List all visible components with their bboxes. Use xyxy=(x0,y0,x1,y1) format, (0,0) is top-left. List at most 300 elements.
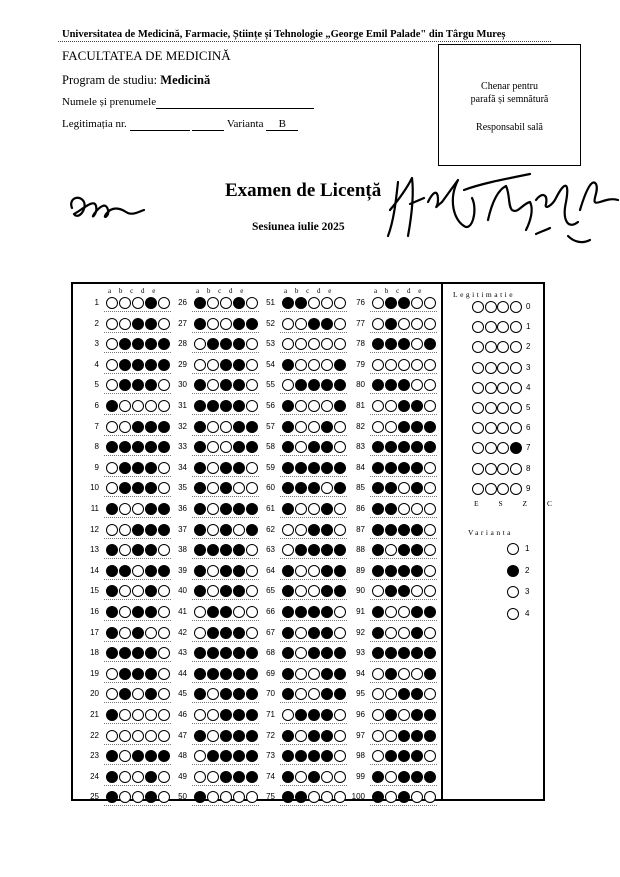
varianta-bubble[interactable] xyxy=(507,543,519,555)
answer-bubble-a[interactable] xyxy=(106,503,118,515)
answer-bubble-b[interactable] xyxy=(207,730,219,742)
answer-bubble-a[interactable] xyxy=(372,771,384,783)
answer-bubble-e[interactable] xyxy=(334,771,346,783)
answer-bubble-c[interactable] xyxy=(398,668,410,680)
answer-bubble-c[interactable] xyxy=(132,771,144,783)
answer-bubble-d[interactable] xyxy=(321,709,333,721)
answer-bubble-d[interactable] xyxy=(145,297,157,309)
answer-bubble-d[interactable] xyxy=(233,771,245,783)
answer-bubble-a[interactable] xyxy=(106,297,118,309)
answer-bubble-b[interactable] xyxy=(385,730,397,742)
answer-bubble-c[interactable] xyxy=(398,627,410,639)
answer-bubble-c[interactable] xyxy=(132,565,144,577)
answer-bubble-b[interactable] xyxy=(207,565,219,577)
answer-bubble-c[interactable] xyxy=(220,730,232,742)
answer-bubble-c[interactable] xyxy=(308,462,320,474)
answer-bubble-a[interactable] xyxy=(282,668,294,680)
answer-bubble-a[interactable] xyxy=(106,668,118,680)
answer-bubble-a[interactable] xyxy=(372,668,384,680)
answer-bubble-c[interactable] xyxy=(308,400,320,412)
answer-bubble-d[interactable] xyxy=(145,565,157,577)
answer-bubble-c[interactable] xyxy=(132,709,144,721)
legitimatie-bubble[interactable] xyxy=(510,422,522,434)
answer-bubble-c[interactable] xyxy=(132,627,144,639)
answer-bubble-a[interactable] xyxy=(282,791,294,803)
answer-bubble-b[interactable] xyxy=(295,791,307,803)
answer-bubble-a[interactable] xyxy=(372,524,384,536)
answer-bubble-d[interactable] xyxy=(411,565,423,577)
answer-bubble-a[interactable] xyxy=(106,462,118,474)
answer-bubble-b[interactable] xyxy=(119,606,131,618)
answer-bubble-c[interactable] xyxy=(132,668,144,680)
answer-bubble-d[interactable] xyxy=(145,668,157,680)
legitimatie-bubble[interactable] xyxy=(510,321,522,333)
answer-bubble-d[interactable] xyxy=(145,421,157,433)
answer-bubble-a[interactable] xyxy=(194,421,206,433)
answer-bubble-b[interactable] xyxy=(385,668,397,680)
answer-bubble-b[interactable] xyxy=(119,524,131,536)
answer-bubble-b[interactable] xyxy=(295,421,307,433)
answer-bubble-d[interactable] xyxy=(233,709,245,721)
answer-bubble-e[interactable] xyxy=(334,297,346,309)
answer-bubble-d[interactable] xyxy=(233,400,245,412)
answer-bubble-c[interactable] xyxy=(220,627,232,639)
answer-bubble-d[interactable] xyxy=(233,606,245,618)
answer-bubble-e[interactable] xyxy=(334,421,346,433)
answer-bubble-e[interactable] xyxy=(334,318,346,330)
answer-bubble-d[interactable] xyxy=(411,297,423,309)
answer-bubble-c[interactable] xyxy=(398,421,410,433)
answer-bubble-c[interactable] xyxy=(220,400,232,412)
answer-bubble-b[interactable] xyxy=(119,503,131,515)
varianta-bubble[interactable] xyxy=(507,586,519,598)
answer-bubble-c[interactable] xyxy=(398,771,410,783)
answer-bubble-b[interactable] xyxy=(119,400,131,412)
answer-bubble-e[interactable] xyxy=(424,565,436,577)
answer-bubble-d[interactable] xyxy=(321,297,333,309)
answer-bubble-e[interactable] xyxy=(424,627,436,639)
answer-bubble-b[interactable] xyxy=(385,627,397,639)
legitimatie-bubble[interactable] xyxy=(472,483,484,495)
answer-bubble-b[interactable] xyxy=(119,359,131,371)
answer-bubble-c[interactable] xyxy=(308,668,320,680)
answer-bubble-b[interactable] xyxy=(207,503,219,515)
answer-bubble-a[interactable] xyxy=(282,771,294,783)
answer-bubble-a[interactable] xyxy=(372,359,384,371)
answer-bubble-c[interactable] xyxy=(308,606,320,618)
answer-bubble-e[interactable] xyxy=(334,791,346,803)
answer-bubble-d[interactable] xyxy=(411,421,423,433)
answer-bubble-b[interactable] xyxy=(295,709,307,721)
answer-bubble-d[interactable] xyxy=(233,359,245,371)
answer-bubble-b[interactable] xyxy=(207,359,219,371)
answer-bubble-c[interactable] xyxy=(398,524,410,536)
answer-bubble-a[interactable] xyxy=(282,318,294,330)
answer-bubble-e[interactable] xyxy=(424,503,436,515)
answer-bubble-a[interactable] xyxy=(106,709,118,721)
answer-bubble-b[interactable] xyxy=(295,524,307,536)
answer-bubble-c[interactable] xyxy=(132,503,144,515)
answer-bubble-b[interactable] xyxy=(119,627,131,639)
answer-bubble-b[interactable] xyxy=(295,565,307,577)
answer-bubble-c[interactable] xyxy=(132,421,144,433)
legitimatie-bubble[interactable] xyxy=(485,422,497,434)
answer-bubble-a[interactable] xyxy=(372,297,384,309)
answer-bubble-b[interactable] xyxy=(207,791,219,803)
answer-bubble-a[interactable] xyxy=(372,791,384,803)
answer-bubble-a[interactable] xyxy=(282,462,294,474)
answer-bubble-d[interactable] xyxy=(233,503,245,515)
answer-bubble-c[interactable] xyxy=(398,730,410,742)
answer-bubble-c[interactable] xyxy=(308,771,320,783)
answer-bubble-a[interactable] xyxy=(372,730,384,742)
answer-bubble-a[interactable] xyxy=(106,524,118,536)
answer-bubble-c[interactable] xyxy=(398,709,410,721)
answer-bubble-b[interactable] xyxy=(385,359,397,371)
answer-bubble-e[interactable] xyxy=(334,565,346,577)
answer-bubble-d[interactable] xyxy=(321,318,333,330)
answer-bubble-a[interactable] xyxy=(194,565,206,577)
answer-bubble-d[interactable] xyxy=(233,791,245,803)
legitimatie-bubble[interactable] xyxy=(497,382,509,394)
answer-bubble-a[interactable] xyxy=(194,318,206,330)
answer-bubble-a[interactable] xyxy=(194,524,206,536)
answer-bubble-b[interactable] xyxy=(385,297,397,309)
answer-bubble-c[interactable] xyxy=(220,791,232,803)
legitimatie-bubble[interactable] xyxy=(497,301,509,313)
answer-bubble-e[interactable] xyxy=(424,297,436,309)
answer-bubble-c[interactable] xyxy=(220,359,232,371)
answer-bubble-e[interactable] xyxy=(424,730,436,742)
answer-bubble-d[interactable] xyxy=(145,606,157,618)
answer-bubble-c[interactable] xyxy=(398,503,410,515)
answer-bubble-c[interactable] xyxy=(220,462,232,474)
answer-bubble-d[interactable] xyxy=(145,318,157,330)
answer-bubble-a[interactable] xyxy=(282,709,294,721)
legitimatie-bubble[interactable] xyxy=(497,483,509,495)
answer-bubble-b[interactable] xyxy=(119,771,131,783)
answer-bubble-c[interactable] xyxy=(220,668,232,680)
answer-bubble-c[interactable] xyxy=(308,318,320,330)
answer-bubble-b[interactable] xyxy=(385,565,397,577)
answer-bubble-a[interactable] xyxy=(106,318,118,330)
answer-bubble-c[interactable] xyxy=(132,791,144,803)
answer-bubble-b[interactable] xyxy=(295,771,307,783)
answer-bubble-b[interactable] xyxy=(207,318,219,330)
answer-bubble-b[interactable] xyxy=(385,421,397,433)
answer-bubble-a[interactable] xyxy=(282,565,294,577)
answer-bubble-b[interactable] xyxy=(385,400,397,412)
answer-bubble-a[interactable] xyxy=(194,359,206,371)
answer-bubble-b[interactable] xyxy=(295,668,307,680)
answer-bubble-c[interactable] xyxy=(398,606,410,618)
answer-bubble-e[interactable] xyxy=(334,462,346,474)
answer-bubble-c[interactable] xyxy=(308,503,320,515)
answer-bubble-c[interactable] xyxy=(220,709,232,721)
answer-bubble-c[interactable] xyxy=(308,297,320,309)
answer-bubble-d[interactable] xyxy=(321,400,333,412)
legitimatie-bubble[interactable] xyxy=(485,362,497,374)
answer-bubble-d[interactable] xyxy=(145,627,157,639)
answer-bubble-b[interactable] xyxy=(207,627,219,639)
answer-bubble-a[interactable] xyxy=(194,709,206,721)
answer-bubble-a[interactable] xyxy=(106,359,118,371)
answer-bubble-b[interactable] xyxy=(295,297,307,309)
answer-bubble-e[interactable] xyxy=(334,400,346,412)
answer-bubble-d[interactable] xyxy=(411,318,423,330)
answer-bubble-d[interactable] xyxy=(233,524,245,536)
answer-bubble-d[interactable] xyxy=(321,730,333,742)
answer-bubble-c[interactable] xyxy=(220,503,232,515)
legit-field-2[interactable] xyxy=(192,118,224,131)
answer-bubble-c[interactable] xyxy=(220,318,232,330)
answer-bubble-d[interactable] xyxy=(411,462,423,474)
answer-bubble-a[interactable] xyxy=(106,421,118,433)
answer-bubble-a[interactable] xyxy=(194,462,206,474)
answer-bubble-b[interactable] xyxy=(385,503,397,515)
answer-bubble-c[interactable] xyxy=(308,524,320,536)
varianta-bubble[interactable] xyxy=(507,565,519,577)
answer-bubble-e[interactable] xyxy=(334,606,346,618)
answer-bubble-a[interactable] xyxy=(372,400,384,412)
answer-bubble-c[interactable] xyxy=(308,421,320,433)
answer-bubble-d[interactable] xyxy=(321,668,333,680)
answer-bubble-e[interactable] xyxy=(334,730,346,742)
answer-bubble-d[interactable] xyxy=(321,359,333,371)
answer-bubble-d[interactable] xyxy=(321,771,333,783)
answer-bubble-b[interactable] xyxy=(295,503,307,515)
answer-bubble-d[interactable] xyxy=(233,297,245,309)
answer-bubble-a[interactable] xyxy=(282,297,294,309)
legitimatie-bubble[interactable] xyxy=(510,341,522,353)
answer-bubble-c[interactable] xyxy=(220,524,232,536)
answer-bubble-a[interactable] xyxy=(372,627,384,639)
legitimatie-bubble[interactable] xyxy=(510,463,522,475)
answer-bubble-c[interactable] xyxy=(132,606,144,618)
answer-bubble-a[interactable] xyxy=(372,709,384,721)
answer-bubble-c[interactable] xyxy=(220,606,232,618)
legitimatie-bubble[interactable] xyxy=(485,301,497,313)
answer-bubble-e[interactable] xyxy=(424,771,436,783)
answer-bubble-c[interactable] xyxy=(398,565,410,577)
answer-bubble-b[interactable] xyxy=(295,400,307,412)
answer-bubble-b[interactable] xyxy=(119,730,131,742)
answer-bubble-e[interactable] xyxy=(424,359,436,371)
answer-bubble-d[interactable] xyxy=(145,524,157,536)
answer-bubble-b[interactable] xyxy=(295,730,307,742)
answer-bubble-a[interactable] xyxy=(106,400,118,412)
answer-bubble-a[interactable] xyxy=(282,400,294,412)
answer-bubble-d[interactable] xyxy=(411,359,423,371)
answer-bubble-a[interactable] xyxy=(194,606,206,618)
answer-bubble-d[interactable] xyxy=(321,503,333,515)
answer-bubble-d[interactable] xyxy=(321,524,333,536)
answer-bubble-a[interactable] xyxy=(372,606,384,618)
answer-bubble-a[interactable] xyxy=(372,503,384,515)
answer-bubble-b[interactable] xyxy=(119,297,131,309)
answer-bubble-d[interactable] xyxy=(145,709,157,721)
answer-bubble-b[interactable] xyxy=(119,462,131,474)
answer-bubble-d[interactable] xyxy=(321,791,333,803)
answer-bubble-b[interactable] xyxy=(207,462,219,474)
answer-bubble-b[interactable] xyxy=(295,627,307,639)
answer-bubble-c[interactable] xyxy=(308,709,320,721)
answer-bubble-c[interactable] xyxy=(308,565,320,577)
answer-bubble-a[interactable] xyxy=(372,565,384,577)
answer-bubble-d[interactable] xyxy=(145,771,157,783)
legitimatie-bubble[interactable] xyxy=(510,402,522,414)
answer-bubble-b[interactable] xyxy=(385,791,397,803)
legitimatie-bubble[interactable] xyxy=(472,463,484,475)
legitimatie-bubble[interactable] xyxy=(510,382,522,394)
legitimatie-bubble[interactable] xyxy=(510,301,522,313)
legitimatie-bubble[interactable] xyxy=(510,442,522,454)
legitimatie-bubble[interactable] xyxy=(497,402,509,414)
legitimatie-bubble[interactable] xyxy=(472,402,484,414)
answer-bubble-a[interactable] xyxy=(194,791,206,803)
answer-bubble-e[interactable] xyxy=(334,668,346,680)
answer-bubble-c[interactable] xyxy=(220,565,232,577)
answer-bubble-d[interactable] xyxy=(321,606,333,618)
answer-bubble-a[interactable] xyxy=(372,421,384,433)
answer-bubble-a[interactable] xyxy=(194,771,206,783)
answer-bubble-b[interactable] xyxy=(295,318,307,330)
answer-bubble-e[interactable] xyxy=(424,462,436,474)
answer-bubble-d[interactable] xyxy=(233,421,245,433)
answer-bubble-c[interactable] xyxy=(398,359,410,371)
answer-bubble-e[interactable] xyxy=(424,791,436,803)
answer-bubble-e[interactable] xyxy=(424,318,436,330)
legitimatie-bubble[interactable] xyxy=(485,321,497,333)
answer-bubble-d[interactable] xyxy=(321,462,333,474)
legitimatie-bubble[interactable] xyxy=(485,402,497,414)
answer-bubble-a[interactable] xyxy=(194,503,206,515)
legitimatie-bubble[interactable] xyxy=(510,362,522,374)
answer-bubble-e[interactable] xyxy=(424,400,436,412)
answer-bubble-a[interactable] xyxy=(282,730,294,742)
answer-bubble-b[interactable] xyxy=(207,524,219,536)
answer-bubble-d[interactable] xyxy=(233,565,245,577)
answer-bubble-a[interactable] xyxy=(372,462,384,474)
answer-bubble-b[interactable] xyxy=(119,709,131,721)
legitimatie-bubble[interactable] xyxy=(497,463,509,475)
answer-bubble-c[interactable] xyxy=(308,730,320,742)
answer-bubble-d[interactable] xyxy=(233,730,245,742)
answer-bubble-d[interactable] xyxy=(411,709,423,721)
answer-bubble-d[interactable] xyxy=(233,627,245,639)
legitimatie-bubble[interactable] xyxy=(510,483,522,495)
answer-bubble-d[interactable] xyxy=(411,730,423,742)
answer-bubble-d[interactable] xyxy=(145,730,157,742)
legitimatie-bubble[interactable] xyxy=(485,442,497,454)
answer-bubble-d[interactable] xyxy=(233,318,245,330)
answer-bubble-d[interactable] xyxy=(145,359,157,371)
answer-bubble-c[interactable] xyxy=(308,359,320,371)
answer-bubble-a[interactable] xyxy=(194,668,206,680)
answer-bubble-a[interactable] xyxy=(282,359,294,371)
legitimatie-bubble[interactable] xyxy=(485,483,497,495)
answer-bubble-a[interactable] xyxy=(282,421,294,433)
answer-bubble-b[interactable] xyxy=(385,462,397,474)
legitimatie-bubble[interactable] xyxy=(472,362,484,374)
answer-bubble-d[interactable] xyxy=(411,524,423,536)
answer-bubble-b[interactable] xyxy=(295,606,307,618)
name-field[interactable] xyxy=(156,96,314,109)
answer-bubble-e[interactable] xyxy=(424,606,436,618)
answer-bubble-b[interactable] xyxy=(119,318,131,330)
answer-bubble-d[interactable] xyxy=(411,400,423,412)
legit-field[interactable] xyxy=(130,118,190,131)
legitimatie-bubble[interactable] xyxy=(485,341,497,353)
answer-bubble-d[interactable] xyxy=(321,565,333,577)
legitimatie-bubble[interactable] xyxy=(472,382,484,394)
answer-bubble-a[interactable] xyxy=(194,730,206,742)
answer-bubble-c[interactable] xyxy=(220,421,232,433)
answer-bubble-d[interactable] xyxy=(411,606,423,618)
answer-bubble-a[interactable] xyxy=(106,791,118,803)
answer-bubble-c[interactable] xyxy=(398,462,410,474)
answer-bubble-b[interactable] xyxy=(385,318,397,330)
answer-bubble-b[interactable] xyxy=(385,606,397,618)
answer-bubble-a[interactable] xyxy=(194,297,206,309)
answer-bubble-c[interactable] xyxy=(132,297,144,309)
answer-bubble-d[interactable] xyxy=(233,668,245,680)
answer-bubble-d[interactable] xyxy=(411,791,423,803)
answer-bubble-c[interactable] xyxy=(220,771,232,783)
answer-bubble-b[interactable] xyxy=(207,709,219,721)
answer-bubble-d[interactable] xyxy=(411,771,423,783)
answer-bubble-b[interactable] xyxy=(207,668,219,680)
answer-bubble-b[interactable] xyxy=(207,400,219,412)
answer-bubble-b[interactable] xyxy=(385,524,397,536)
answer-bubble-c[interactable] xyxy=(132,524,144,536)
answer-bubble-a[interactable] xyxy=(106,771,118,783)
answer-bubble-c[interactable] xyxy=(308,627,320,639)
answer-bubble-d[interactable] xyxy=(411,503,423,515)
answer-bubble-b[interactable] xyxy=(295,359,307,371)
answer-bubble-d[interactable] xyxy=(145,791,157,803)
answer-bubble-c[interactable] xyxy=(398,791,410,803)
legitimatie-bubble[interactable] xyxy=(485,382,497,394)
answer-bubble-d[interactable] xyxy=(411,668,423,680)
answer-bubble-c[interactable] xyxy=(132,318,144,330)
answer-bubble-b[interactable] xyxy=(119,791,131,803)
answer-bubble-e[interactable] xyxy=(334,503,346,515)
answer-bubble-b[interactable] xyxy=(207,421,219,433)
answer-bubble-a[interactable] xyxy=(282,524,294,536)
answer-bubble-e[interactable] xyxy=(424,421,436,433)
answer-bubble-b[interactable] xyxy=(207,297,219,309)
answer-bubble-b[interactable] xyxy=(207,606,219,618)
answer-bubble-a[interactable] xyxy=(106,565,118,577)
legitimatie-bubble[interactable] xyxy=(485,463,497,475)
answer-bubble-d[interactable] xyxy=(145,462,157,474)
answer-bubble-b[interactable] xyxy=(385,771,397,783)
answer-bubble-b[interactable] xyxy=(119,668,131,680)
answer-bubble-d[interactable] xyxy=(145,400,157,412)
answer-bubble-e[interactable] xyxy=(424,524,436,536)
answer-bubble-c[interactable] xyxy=(132,359,144,371)
answer-bubble-b[interactable] xyxy=(207,771,219,783)
answer-bubble-c[interactable] xyxy=(132,730,144,742)
answer-bubble-e[interactable] xyxy=(334,709,346,721)
answer-bubble-a[interactable] xyxy=(194,627,206,639)
answer-bubble-b[interactable] xyxy=(119,421,131,433)
answer-bubble-d[interactable] xyxy=(321,627,333,639)
answer-bubble-a[interactable] xyxy=(194,400,206,412)
answer-bubble-c[interactable] xyxy=(398,400,410,412)
answer-bubble-d[interactable] xyxy=(321,421,333,433)
